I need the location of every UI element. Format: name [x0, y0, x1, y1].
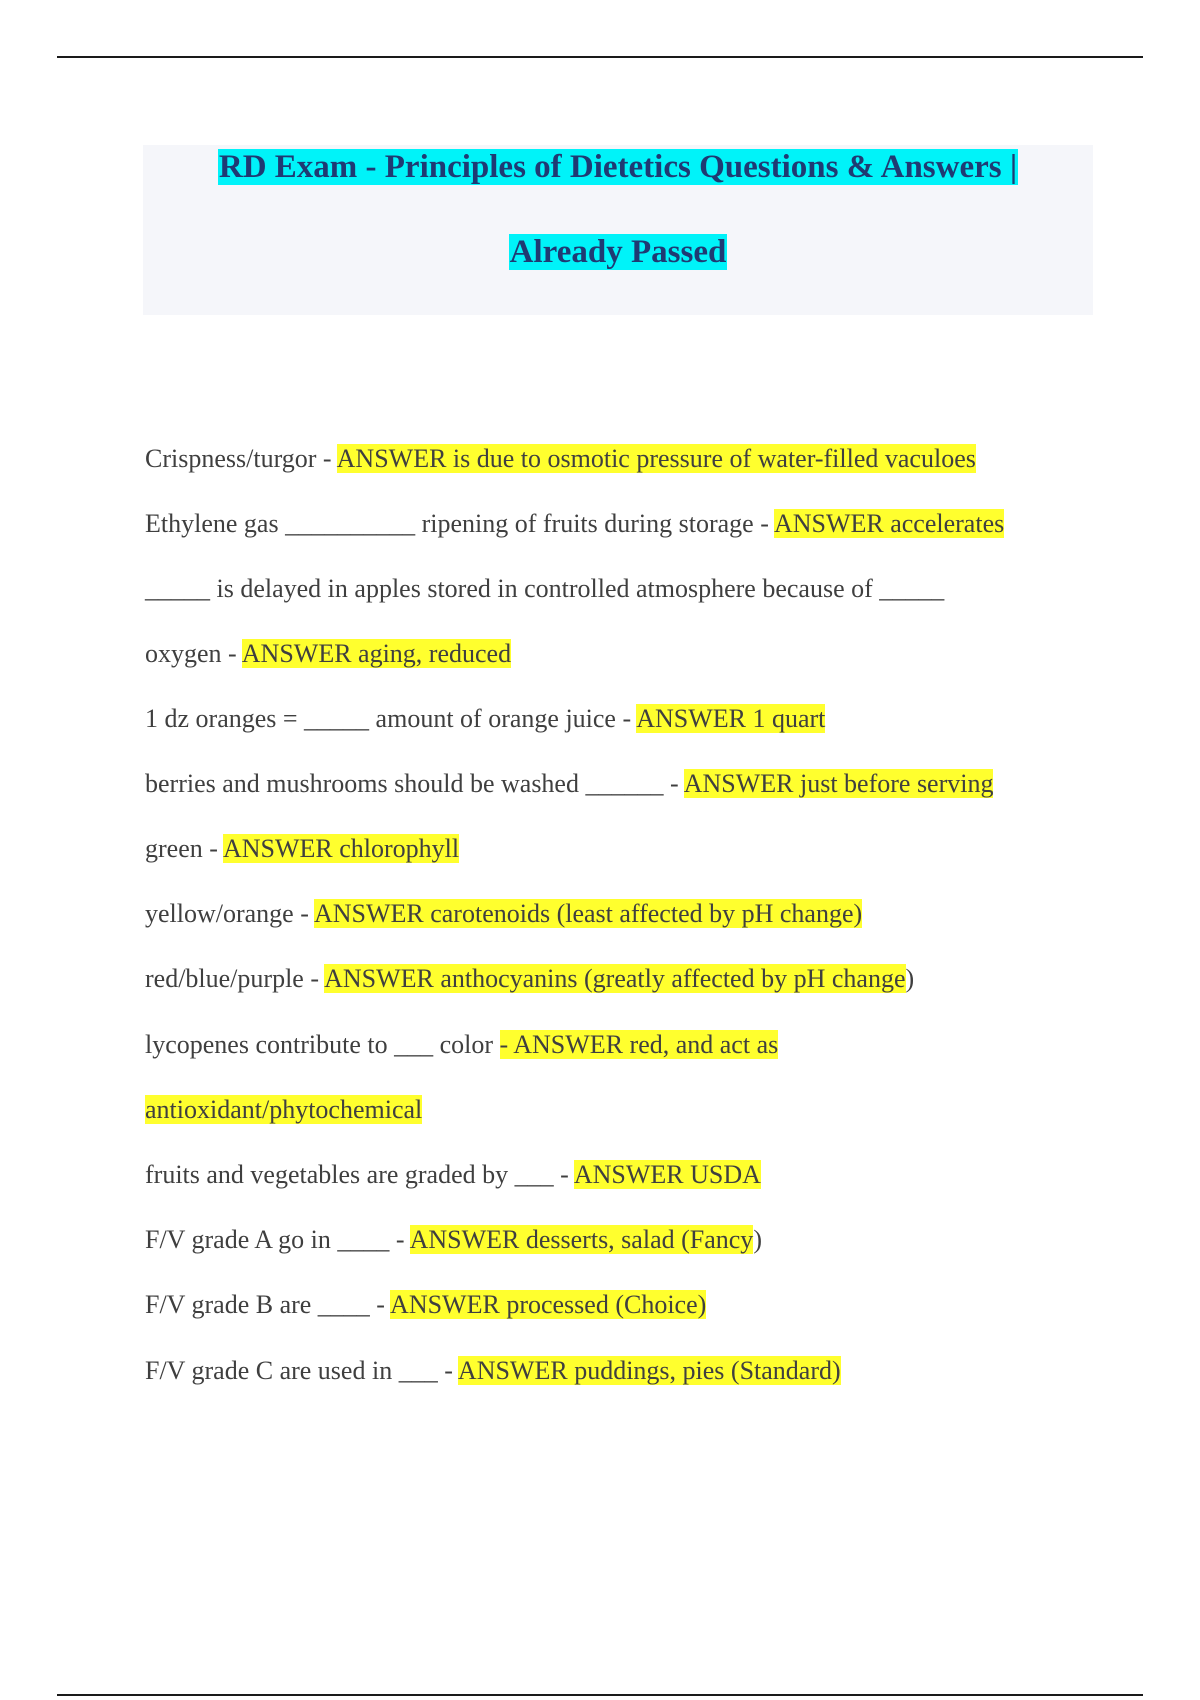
title-box	[143, 145, 1093, 315]
page-title-line-1	[143, 147, 1093, 187]
qa-line	[145, 1028, 1105, 1062]
answer-tail: )	[905, 964, 915, 993]
question-text: F/V grade C are used in ___ -	[145, 1356, 458, 1385]
page-title-line-2	[143, 232, 1093, 272]
question-text: _____ is delayed in apples stored in controlled atmosphere because of _____	[145, 574, 945, 603]
qa-line	[145, 702, 1105, 736]
qa-line	[145, 572, 1105, 606]
title-highlight-2: Already Passed	[509, 234, 727, 270]
question-text: Ethylene gas __________ ripening of fruits during storage -	[145, 509, 774, 538]
qa-line	[145, 897, 1105, 931]
answer-highlight: - ANSWER red, and act as	[499, 1030, 779, 1059]
top-rule	[57, 56, 1143, 58]
question-text: red/blue/purple -	[145, 964, 325, 993]
qa-line	[145, 1093, 1105, 1127]
answer-highlight: antioxidant/phytochemical	[145, 1095, 423, 1124]
answer-highlight: ANSWER carotenoids (least affected by pH change)	[313, 899, 863, 928]
qa-line	[145, 832, 1105, 866]
qa-line	[145, 767, 1105, 801]
qa-line	[145, 1288, 1105, 1322]
answer-highlight: ANSWER accelerates	[773, 509, 1005, 538]
question-text: F/V grade A go in ____ -	[145, 1225, 410, 1254]
answer-highlight: ANSWER chlorophyll	[222, 834, 460, 863]
answer-highlight: ANSWER aging, reduced	[241, 639, 512, 668]
answer-highlight: ANSWER is due to osmotic pressure of water-filled vaculoes	[336, 444, 976, 473]
title-highlight-1: RD Exam - Principles of Dietetics Questions & Answers |	[218, 149, 1018, 185]
qa-line	[145, 507, 1105, 541]
question-text: green -	[145, 834, 223, 863]
question-text: 1 dz oranges = _____ amount of orange juice -	[145, 704, 637, 733]
question-text: yellow/orange -	[145, 899, 314, 928]
qa-line	[145, 1223, 1105, 1257]
answer-highlight: ANSWER anthocyanins (greatly affected by pH change	[324, 964, 906, 993]
answer-tail: )	[753, 1225, 762, 1254]
question-text: F/V grade B are ____ -	[145, 1290, 391, 1319]
qa-line	[145, 962, 1105, 996]
answer-highlight: ANSWER just before serving	[683, 769, 994, 798]
answer-highlight: ANSWER USDA	[573, 1160, 761, 1189]
answer-highlight: ANSWER 1 quart	[636, 704, 826, 733]
answer-highlight: ANSWER desserts, salad (Fancy	[409, 1225, 754, 1254]
qa-line	[145, 1354, 1105, 1388]
answer-highlight: ANSWER processed (Choice)	[390, 1290, 707, 1319]
question-text: berries and mushrooms should be washed ______ -	[145, 769, 684, 798]
answer-highlight: ANSWER puddings, pies (Standard)	[457, 1356, 841, 1385]
qa-line	[145, 1158, 1105, 1192]
qa-line	[145, 442, 1105, 476]
question-text: fruits and vegetables are graded by ___ -	[145, 1160, 574, 1189]
question-text: Crispness/turgor -	[145, 444, 337, 473]
question-text: oxygen -	[145, 639, 242, 668]
qa-line	[145, 637, 1105, 671]
bottom-rule	[57, 1694, 1143, 1696]
question-text: lycopenes contribute to ___ color	[145, 1030, 500, 1059]
